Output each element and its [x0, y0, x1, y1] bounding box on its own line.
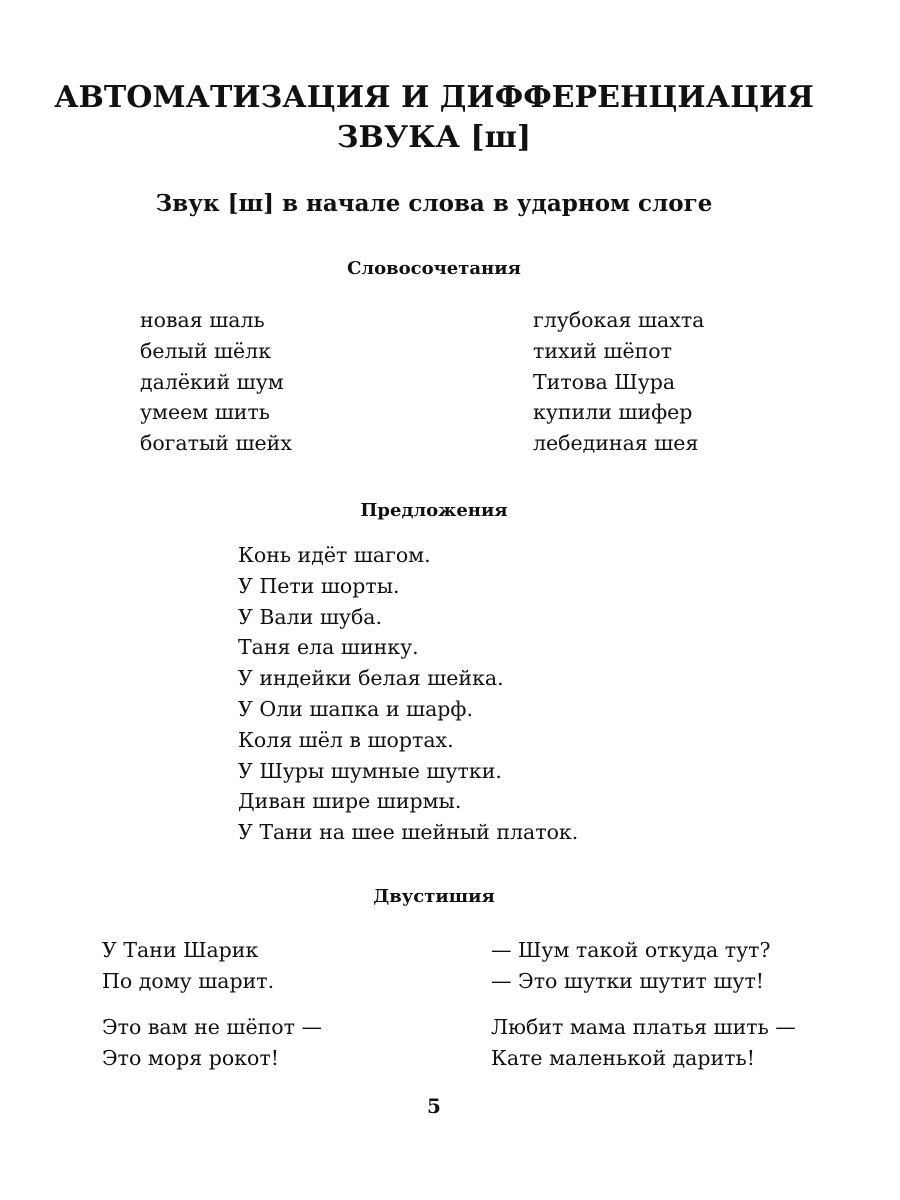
- phrase-item: лебединая шея: [533, 431, 699, 456]
- couplet-line: — Это шутки шутит шут!: [491, 969, 765, 993]
- couplet: [102, 1012, 322, 1074]
- sentence-item: У Оли шапка и шарф.: [238, 696, 473, 721]
- title-line-2: ЗВУКА [ш]: [336, 120, 532, 155]
- phrase-item: новая шаль: [140, 308, 265, 332]
- phrase-item: умеем шить: [140, 400, 270, 425]
- sentence-item: У Пети шорты.: [238, 573, 400, 598]
- couplet: [491, 935, 770, 997]
- couplet: [102, 935, 274, 997]
- sentence-item: Конь идёт шагом.: [238, 543, 431, 567]
- couplet-line: Любит мама платья шить —: [491, 1015, 796, 1039]
- phrase-item: богатый шейх: [140, 431, 292, 456]
- phrase-item: глубокая шахта: [533, 308, 705, 332]
- couplet-line: Кате маленькой дарить!: [491, 1046, 755, 1070]
- sentence-item: У индейки белая шейка.: [238, 666, 504, 691]
- sentences-heading: Предложения: [360, 500, 508, 521]
- page-number: 5: [427, 1094, 441, 1118]
- phrase-item: белый шёлк: [140, 338, 272, 363]
- phrase-item: далёкий шум: [140, 369, 284, 394]
- sentence-item: Таня ела шинку.: [238, 635, 419, 660]
- couplet-line: Это вам не шёпот —: [102, 1015, 322, 1039]
- sentences-list: [238, 540, 578, 848]
- phrase-item: Титова Шура: [533, 369, 676, 394]
- title-line-1: АВТОМАТИЗАЦИЯ И ДИФФЕРЕНЦИАЦИЯ: [54, 80, 814, 115]
- couplet: [491, 1012, 796, 1074]
- sentence-item: У Тани на шее шейный платок.: [238, 820, 579, 845]
- sentence-item: Коля шёл в шортах.: [238, 727, 454, 752]
- couplet-line: — Шум такой откуда тут?: [491, 938, 771, 962]
- phrases-right-column: [533, 305, 704, 459]
- section-subtitle: Звук [ш] в начале слова в ударном слоге: [155, 190, 713, 217]
- couplets-heading: Двустишия: [373, 886, 495, 907]
- phrase-item: тихий шёпот: [533, 338, 672, 363]
- phrases-heading: Словосочетания: [347, 258, 521, 279]
- couplet-line: У Тани Шарик: [102, 938, 259, 962]
- sentence-item: Диван шире ширмы.: [238, 789, 462, 814]
- phrase-item: купили шифер: [533, 400, 693, 425]
- phrases-left-column: [140, 305, 292, 459]
- sentence-item: У Шуры шумные шутки.: [238, 758, 502, 783]
- page-title: [0, 78, 868, 158]
- sentence-item: У Вали шуба.: [238, 604, 383, 629]
- couplet-line: Это моря рокот!: [102, 1046, 279, 1070]
- couplet-line: По дому шарит.: [102, 969, 275, 993]
